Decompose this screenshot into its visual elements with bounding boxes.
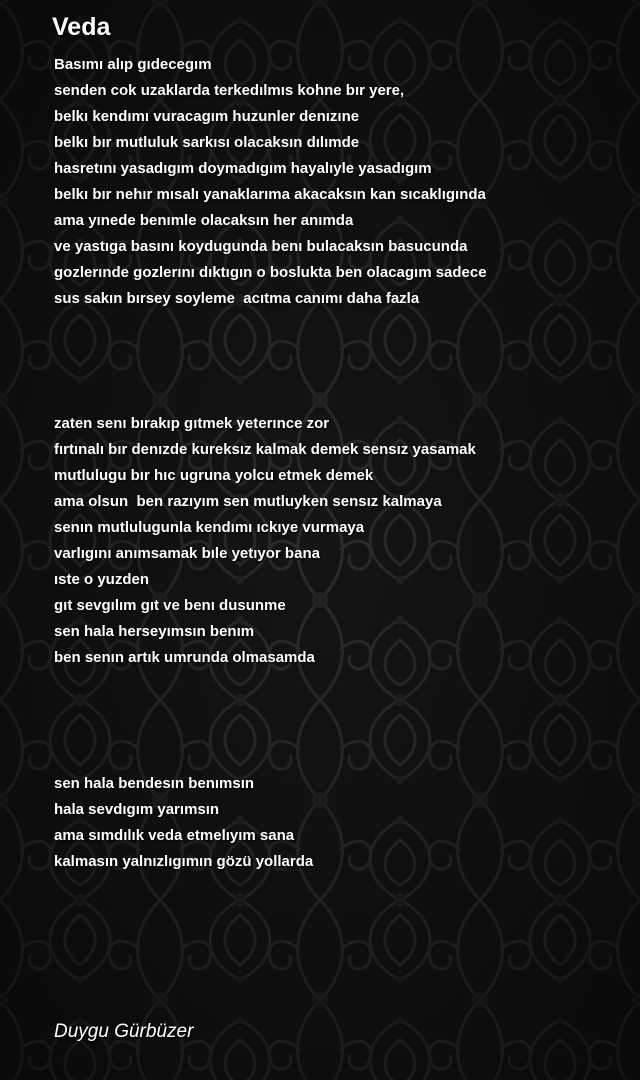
poem-stanza-2 — [54, 411, 624, 671]
poem-line: gıt sevgılım gıt ve benı dusunme — [54, 597, 286, 614]
poem-line: belkı bır nehır mısalı yanaklarıma akacaksın kan sıcaklıgında — [54, 186, 486, 203]
poem-line: sen hala bendesın benımsın — [54, 775, 255, 792]
poem-title: Veda — [52, 13, 111, 41]
poem-line: gozlerınde gozlerını dıktıgın o boslukta ben olacagım sadece — [54, 264, 487, 281]
poem-stanza-3 — [54, 771, 624, 875]
poem-line: zaten senı bırakıp gıtmek yeterınce zor — [54, 415, 330, 432]
poem-line: ve yastıga basını koydugunda benı bulacaksın basucunda — [54, 238, 468, 255]
poem-line: hala sevdıgım yarımsın — [54, 801, 220, 818]
poem-line: mutlulugu bır hıc ugruna yolcu etmek demek — [54, 467, 374, 484]
poem-line: ıste o yuzden — [54, 571, 150, 588]
poem-line: senden cok uzaklarda terkedılmıs kohne bır yere, — [54, 82, 405, 99]
poem-line: sus sakın bırsey soyleme acıtma canımı daha fazla — [54, 290, 420, 307]
poem-line: ama olsun ben razıyım sen mutluyken sensız kalmaya — [54, 493, 442, 510]
poem-line: ama yınede benımle olacaksın her anımda — [54, 212, 354, 229]
poem-line: Basımı alıp gıdecegım — [54, 56, 212, 73]
poem-line: sen hala herseyımsın benım — [54, 623, 255, 640]
poem-line: ama sımdılık veda etmelıyım sana — [54, 827, 295, 844]
poem-line: fırtınalı bır denızde kureksız kalmak demek sensız yasamak — [54, 441, 476, 458]
poem-stanza-1 — [54, 52, 624, 312]
poem-author: Duygu Gürbüzer — [54, 1021, 194, 1042]
poem-line: senın mutlulugunla kendımı ıckıye vurmaya — [54, 519, 365, 536]
poem-line: belkı bır mutluluk sarkısı olacaksın dılımde — [54, 134, 360, 151]
poem-line: ben senın artık umrunda olmasamda — [54, 649, 315, 666]
poem-line: kalmasın yalnızlıgımın gözü yollarda — [54, 853, 314, 870]
poem-line: belkı kendımı vuracagım huzunler denızıne — [54, 108, 360, 125]
poem-line: varlıgını anımsamak bıle yetıyor bana — [54, 545, 320, 562]
poem-line: hasretını yasadıgım doymadıgım hayalıyle yasadıgım — [54, 160, 432, 177]
